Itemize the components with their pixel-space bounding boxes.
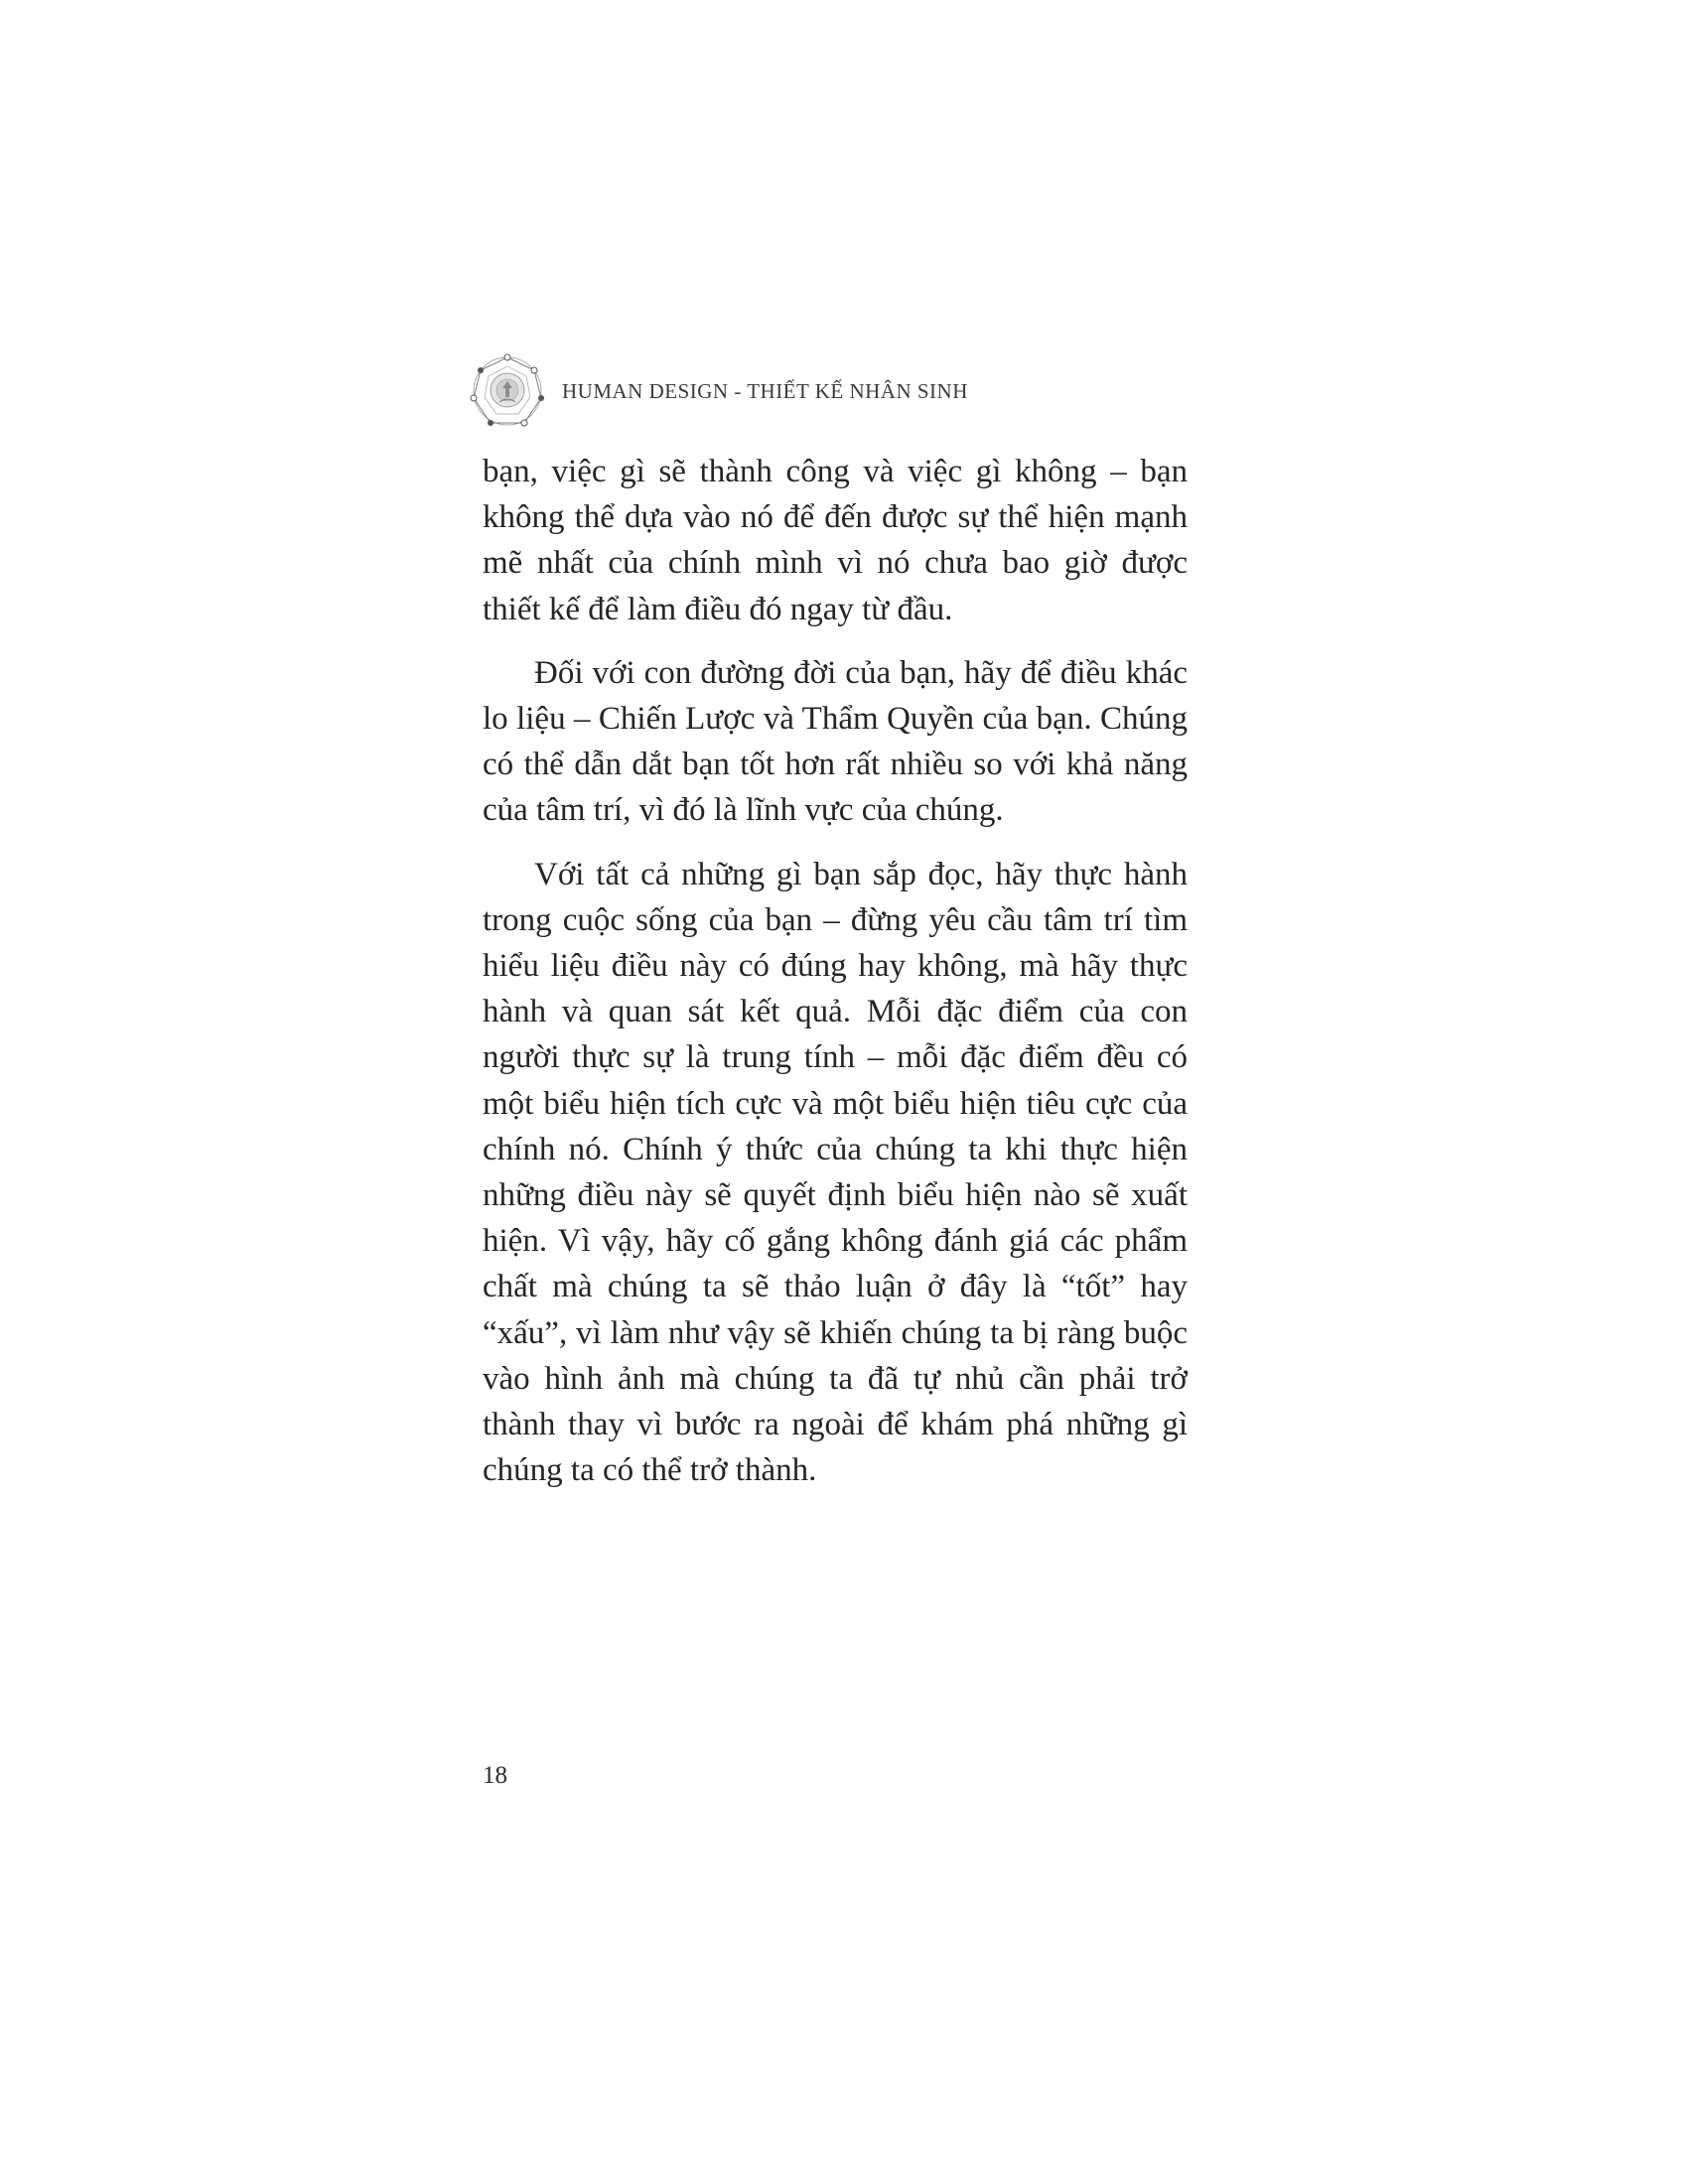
paragraph-1: bạn, việc gì sẽ thành công và việc gì không – bạn không thể dựa vào nó để đến được sự thể hiện mạnh mẽ nhất của chính mình vì nó chưa bao giờ được thiết kế để làm điều đó ngay từ đầu. [483,454,1188,627]
body-text [483,449,1188,1511]
running-header [467,349,968,433]
paragraph-3: Với tất cả những gì bạn sắp đọc, hãy thực hành trong cuộc sống của bạn – đừng yêu cầu tâm trí tìm hiểu liệu điều này có đúng hay không, mà hãy thực hành và quan sát kết quả. Mỗi đặc điểm của con người thực sự là trung tính – mỗi đặc điểm đều có một biểu hiện tích cực và một biểu hiện tiêu cực của chính nó. Chính ý thức của chúng ta khi thực hiện những điều này sẽ quyết định biểu hiện nào sẽ xuất hiện. Vì vậy, hãy cố gắng không đánh giá các phẩm chất mà chúng ta sẽ thảo luận ở đây là “tốt” hay “xấu”, vì làm như vậy sẽ khiến chúng ta bị ràng buộc vào hình ảnh mà chúng ta đã tự nhủ cần phải trở thành thay vì bước ra ngoài để khám phá những gì chúng ta có thể trở thành. [483,856,1188,1489]
running-header-title: HUMAN DESIGN - THIẾT KẾ NHÂN SINH [562,378,968,403]
page-number: 18 [483,1762,507,1789]
paragraph-2: Đối với con đường đời của bạn, hãy để điều khác lo liệu – Chiến Lược và Thẩm Quyền của bạn. Chúng có thể dẫn dắt bạn tốt hơn rất nhiều so với khả năng của tâm trí, vì đó là lĩnh vực của chúng. [483,654,1188,829]
human-design-bodygraph-logo-icon [467,350,548,432]
